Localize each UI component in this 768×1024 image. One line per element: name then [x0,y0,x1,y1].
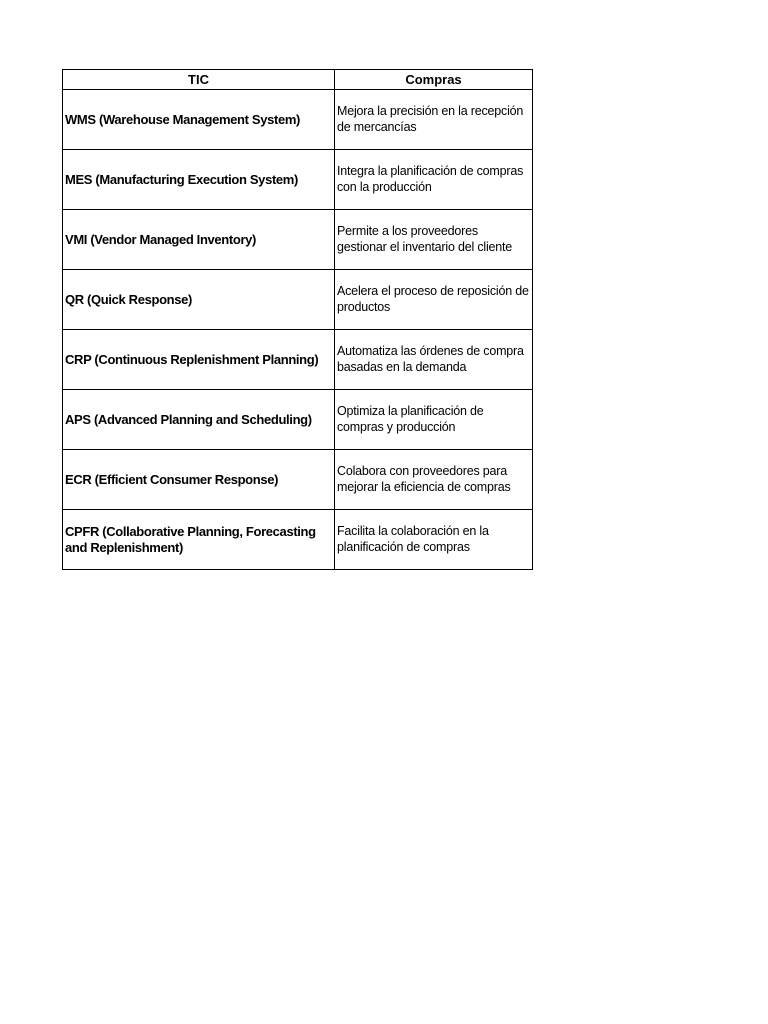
table-row [63,330,533,390]
tic-cell: VMI (Vendor Managed Inventory) [63,210,335,270]
tic-cell: CRP (Continuous Replenishment Planning) [63,330,335,390]
table-row [63,210,533,270]
tic-cell: APS (Advanced Planning and Scheduling) [63,390,335,450]
tic-cell: WMS (Warehouse Management System) [63,90,335,150]
tic-cell: CPFR (Collaborative Planning, Forecasting and Replenishment) [63,510,335,570]
column-header-tic: TIC [63,70,335,90]
compras-cell: Mejora la precisión en la recepción de mercancías [335,90,533,150]
compras-cell: Acelera el proceso de reposición de productos [335,270,533,330]
table-row [63,390,533,450]
compras-cell: Facilita la colaboración en la planificación de compras [335,510,533,570]
tic-compras-table [62,69,533,570]
compras-cell: Integra la planificación de compras con la producción [335,150,533,210]
table-row [63,150,533,210]
compras-cell: Permite a los proveedores gestionar el inventario del cliente [335,210,533,270]
compras-cell: Colabora con proveedores para mejorar la eficiencia de compras [335,450,533,510]
table-row [63,450,533,510]
table-row [63,270,533,330]
compras-cell: Optimiza la planificación de compras y producción [335,390,533,450]
table-header-row [63,70,533,90]
table-row [63,510,533,570]
tic-cell: MES (Manufacturing Execution System) [63,150,335,210]
tic-cell: QR (Quick Response) [63,270,335,330]
column-header-compras: Compras [335,70,533,90]
table-row [63,90,533,150]
compras-cell: Automatiza las órdenes de compra basadas en la demanda [335,330,533,390]
tic-cell: ECR (Efficient Consumer Response) [63,450,335,510]
